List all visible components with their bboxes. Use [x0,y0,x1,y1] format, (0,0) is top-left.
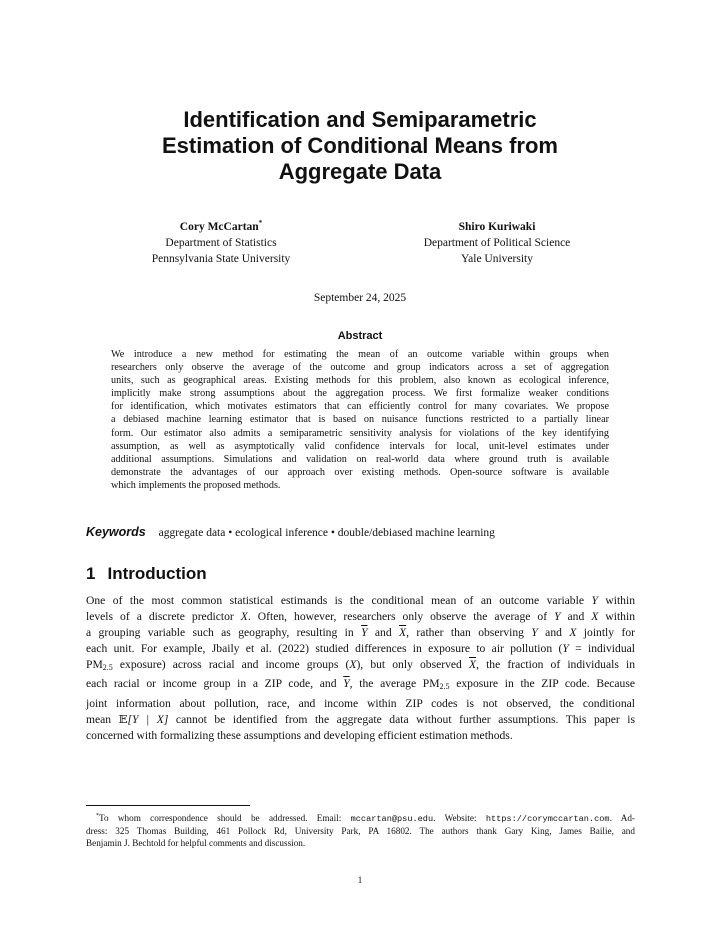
footnote-line: *To whom correspondence should be addressed. Email: mccartan@psu.edu. Website: https://corymccartan.com. Ad- [96,812,635,824]
section-title: Introduction [107,564,207,583]
author-department: Department of Political Science [423,237,571,249]
body-line: each racial or income group in a ZIP code, and $\overline{Y}$, the average $PM_{2.5}$ exposure in the ZIP code. Because [86,677,635,692]
abstract-line: for identification, which motivates estimators that can efficiently control for many covariates. We propose [111,401,609,413]
body-line: mean 𝔼[Y | X] cannot be identified from the aggregate data without further assumptions. This paper is [86,712,635,726]
intro-paragraph [86,593,635,744]
title-line: Estimation of Conditional Means from [161,133,558,158]
footnote-line: Benjamin J. Bechtold for helpful comments and discussion. [86,838,306,849]
section-number: 1 [86,564,96,583]
author-kuriwaki [347,219,647,267]
author-name: Cory McCartan [179,221,259,233]
title-line: Aggregate Data [278,159,442,184]
abstract-line: implicitly make strong assumptions about the aggregation process. We first formalize weaker conditions [111,388,609,400]
abstract-line: demonstrate the advantages of our approach over existing methods. Open-source software is available [111,466,609,478]
abstract-line: a debiased machine learning estimator that is based on nuisance functions restricted to a partially linear [111,414,609,426]
body-line: a grouping variable such as geography, resulting in $\overline{Y}$ and $\overline{X}$, rather than observing Y and X jointly for [86,626,635,640]
abstract-line: which implements the proposed methods. [111,479,281,491]
footnote-rule [86,805,250,806]
paper-date: September 24, 2025 [313,292,407,304]
body-line: One of the most common statistical estimands is the conditional mean of an outcome variable Y within [86,594,635,607]
author-institution: Pennsylvania State University [151,253,291,265]
abstract-line: researchers only observe the average of the outcome and group indicators across a set of aggregation [111,362,609,374]
author-mccartan [71,219,371,267]
author-institution: Yale University [461,253,533,265]
abstract-line: additional assumptions. Simulations and validation on real-world data where ground truth is available [111,453,609,465]
author-name: Shiro Kuriwaki [458,221,536,233]
footnote-marker: * [96,812,99,819]
keywords [86,525,495,539]
paper-title [100,107,620,185]
footnote-marker: * [258,219,263,228]
keywords-text: aggregate data • ecological inference • double/debiased machine learning [158,527,495,539]
body-line: joint information about pollution, race, and income within ZIP codes is not observed, the conditional [86,696,635,710]
page-number: 1 [357,875,363,885]
abstract-line: assumption, as well as asymptotically valid confidence intervals for local, unit-level estimates under [111,440,609,452]
abstract-heading: Abstract [337,330,383,342]
abstract-body [111,348,609,492]
section-heading [86,564,207,584]
abstract-line: form. Our estimator also admits a semiparametric sensitivity analysis for violations of the key identifying [111,427,609,439]
keywords-label: Keywords [86,525,146,539]
footnote-line: dress: 325 Thomas Building, 461 Pollock Rd, University Park, PA 16802. The authors thank Gary King, James Bailie, and [86,826,635,837]
author-department: Department of Statistics [165,237,277,249]
body-line: levels of a discrete predictor X. Often, however, researchers only observe the average of Y and X within [86,610,635,624]
abstract-line: We introduce a new method for estimating the mean of an outcome variable within groups when [111,349,609,360]
body-line: each unit. For example, Jbaily et al. (2022) studied differences in exposure to air pollution (Y = individual [86,642,635,656]
body-line: concerned with formalizing these assumptions and developing efficient estimation methods. [86,728,513,742]
title-line: Identification and Semiparametric [183,107,537,132]
website-link[interactable]: https://corymccartan.com [485,814,610,824]
abstract-line: units, such as geographical areas. Existing methods for this problem, also known as ecological inference, [111,375,609,387]
body-line: $PM_{2.5}$ exposure) across racial and income groups (X), but only observed $\overline{X}$, the fraction of individuals in [86,658,635,673]
email-link[interactable]: mccartan@psu.edu [350,814,434,824]
footnote [86,812,635,850]
